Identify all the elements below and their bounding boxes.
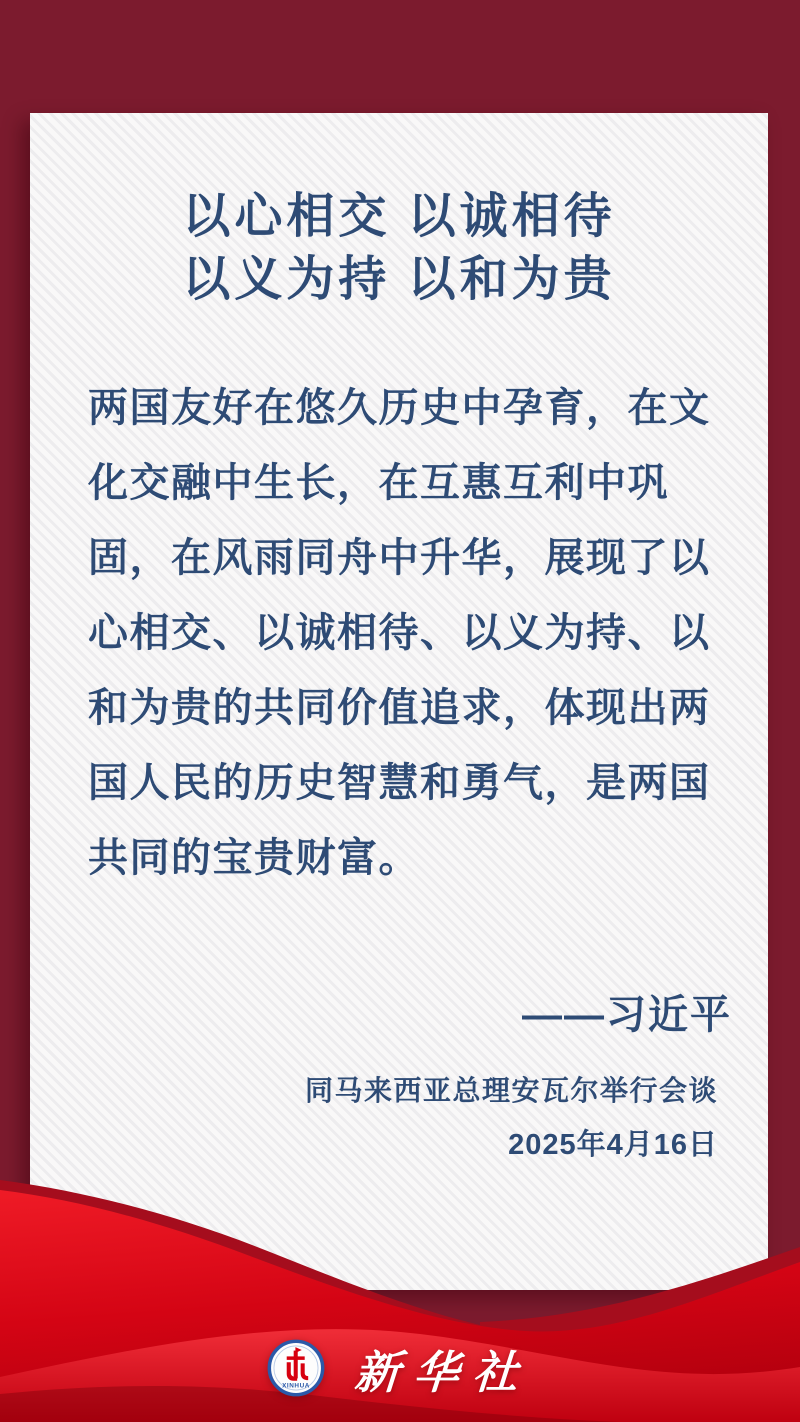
quote-date: 2025年4月16日 bbox=[508, 1129, 718, 1161]
quote-attribution: ——习近平 bbox=[522, 993, 732, 1037]
poster-title bbox=[30, 113, 768, 311]
quote-body-text: 两国友好在悠久历史中孕育，在文化交融中生长，在互惠互利中巩固，在风雨同舟中升华，展现了以心相交、以诚相待、以义为持、以和为贵的共同价值追求，体现出两国人民的历史智慧和勇气，是两国共同的宝贵财富。 bbox=[88, 386, 711, 880]
title-line-2: 以义为持 以和为贵 bbox=[182, 253, 616, 306]
xinhua-branding bbox=[0, 1338, 800, 1398]
quote-card bbox=[30, 113, 768, 1290]
quote-occasion: 同马来西亚总理安瓦尔举行会谈 bbox=[304, 1075, 718, 1106]
signature-block bbox=[30, 991, 768, 1165]
agency-name: 新华社 bbox=[353, 1346, 535, 1398]
title-line-1: 以心相交 以诚相待 bbox=[182, 190, 616, 243]
xinhua-logo-text: XINHUA bbox=[282, 1382, 311, 1390]
xinhua-logo-icon bbox=[267, 1339, 325, 1397]
